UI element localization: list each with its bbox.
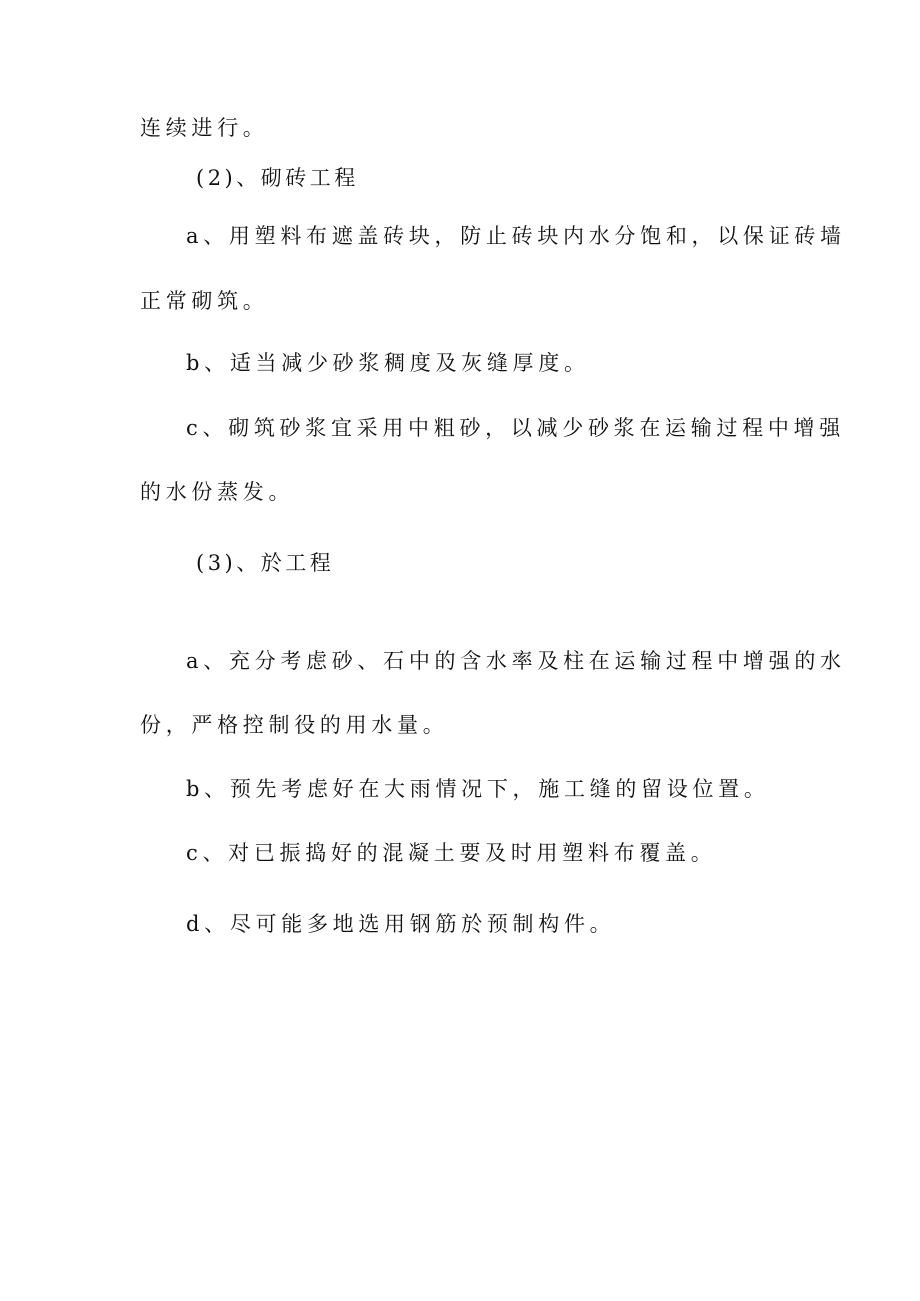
list-item-c-masonry: c、砌筑砂浆宜采用中粗砂，以减少砂浆在运输过程中增强 [186,416,845,440]
list-item-b-concrete: b、预先考虑好在大雨情况下，施工缝的留设位置。 [186,777,770,801]
list-item-c-concrete: c、对已振捣好的混凝土要及时用塑料布覆盖。 [186,841,717,865]
text-line-wrap: 的水份蒸发。 [140,480,295,504]
section-heading-concrete: (3)、於工程 [196,551,335,575]
list-item-a-masonry: a、用塑料布遮盖砖块，防止砖块内水分饱和，以保证砖墙 [186,224,846,248]
text-line-wrap: 份，严格控制役的用水量。 [140,713,449,737]
text-line-wrap: 正常砌筑。 [140,289,269,313]
list-item-b-masonry: b、适当减少砂浆稠度及灰缝厚度。 [186,351,590,375]
list-item-a-concrete: a、充分考虑砂、石中的含水率及柱在运输过程中增强的水 [186,649,846,673]
section-heading-masonry: (2)、砌砖工程 [196,166,359,190]
list-item-d-concrete: d、尽可能多地选用钢筋於预制构件。 [186,912,616,936]
text-line-continuation: 连续进行。 [140,116,269,140]
